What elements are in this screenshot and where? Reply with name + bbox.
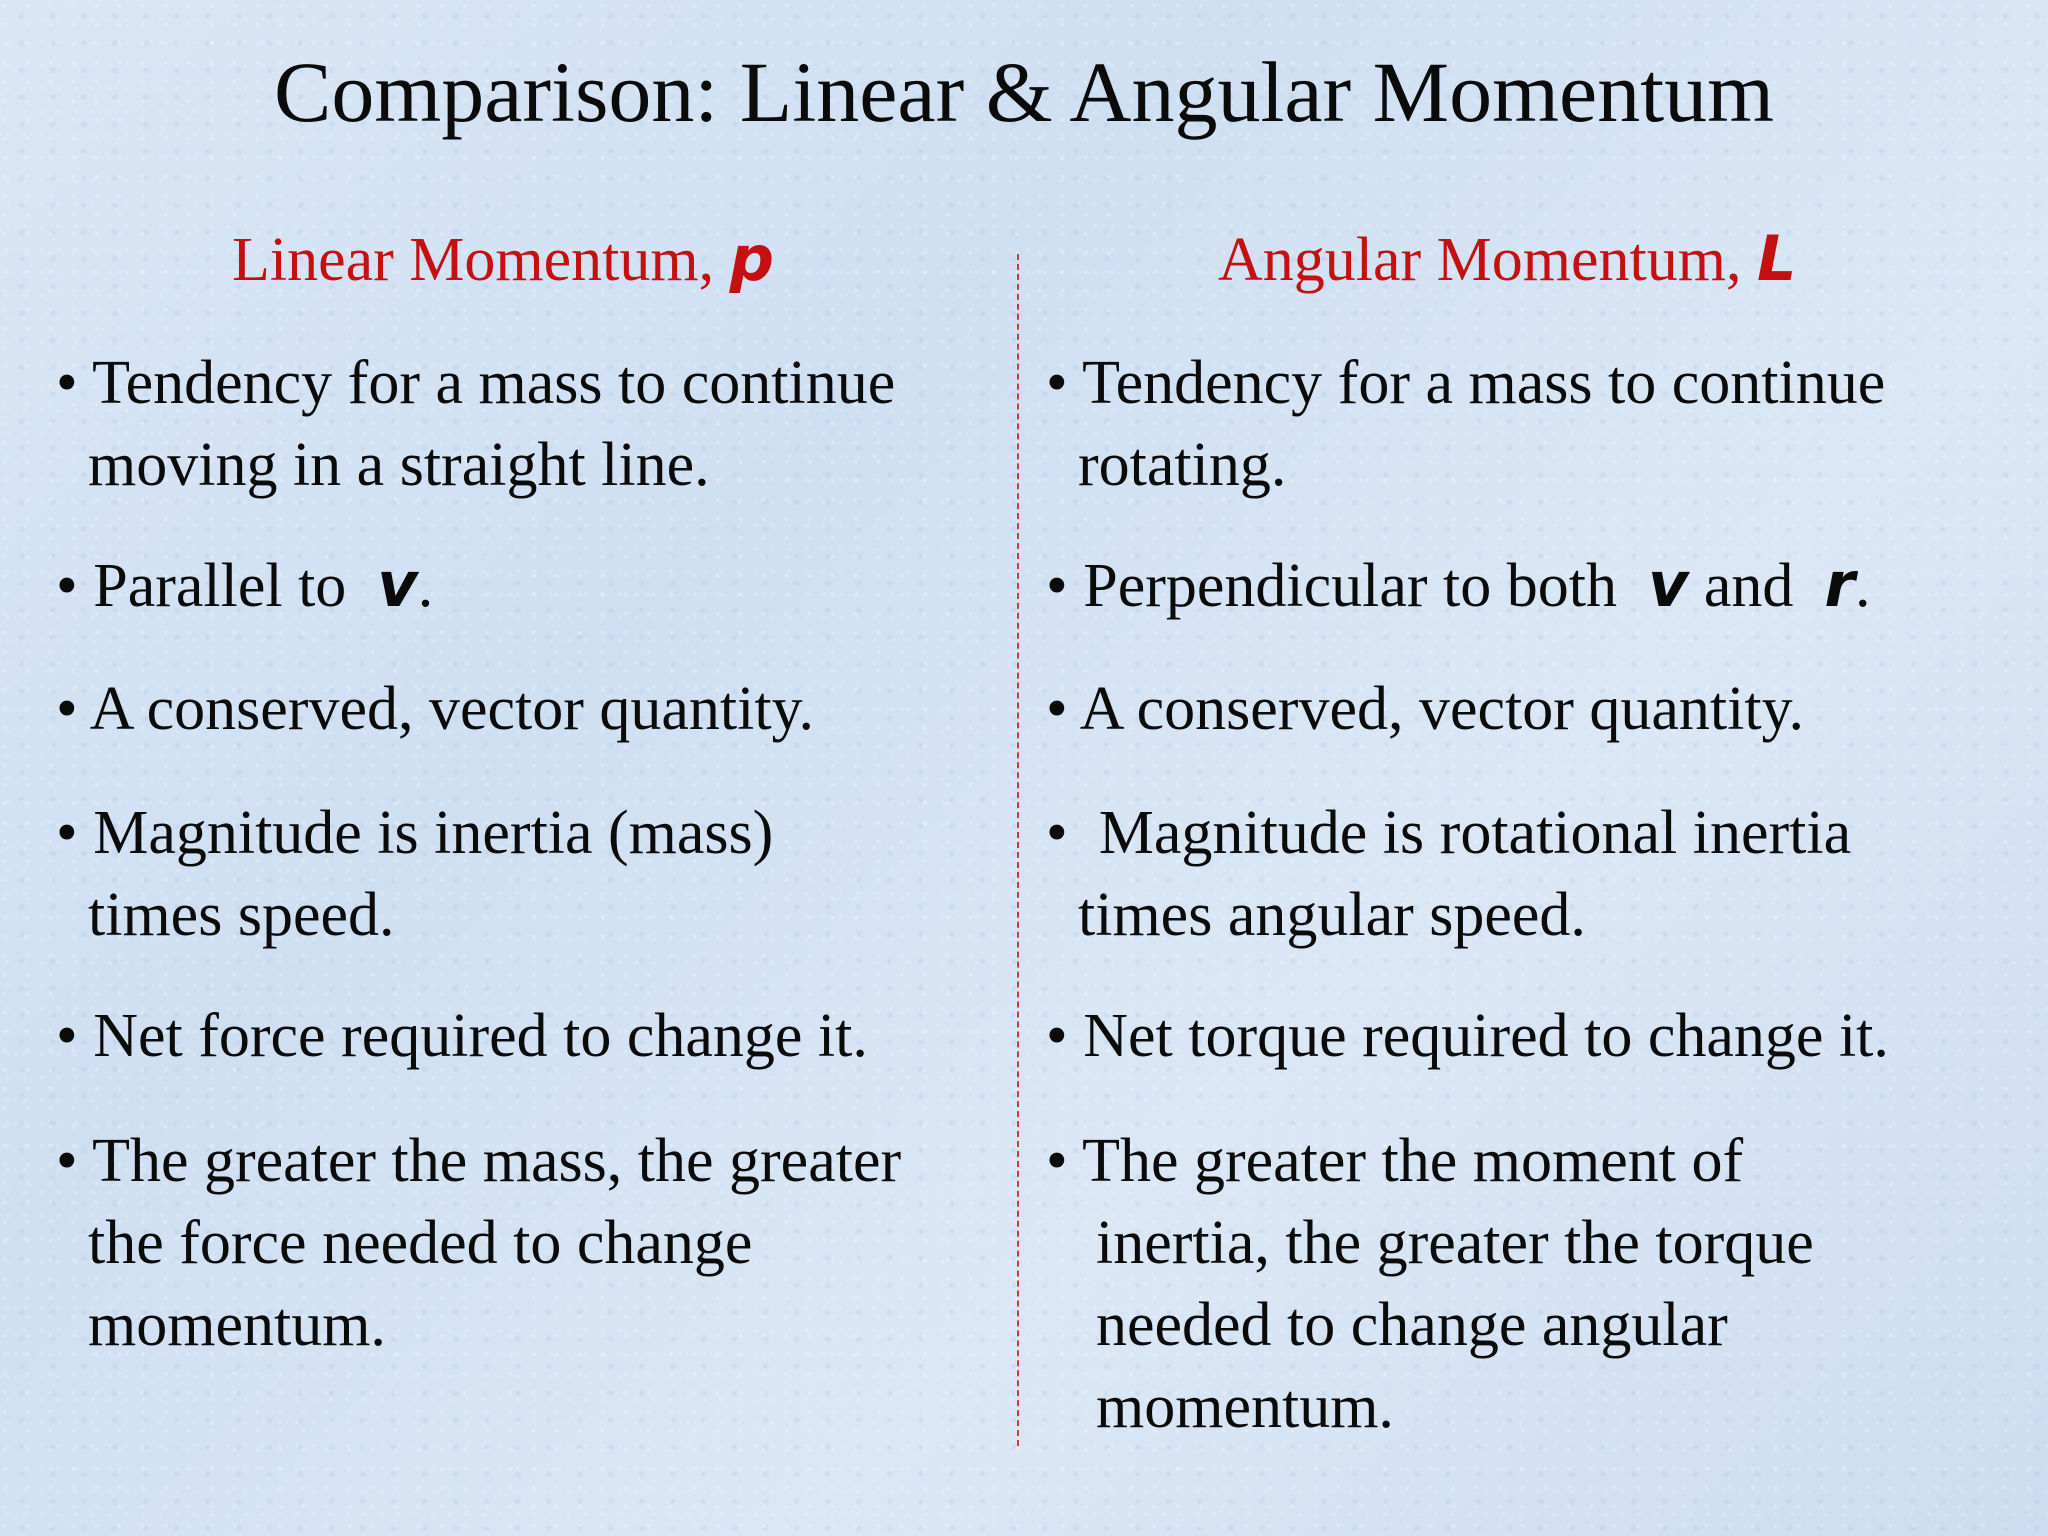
bullet-line: • Net torque required to change it. bbox=[1046, 1002, 1889, 1070]
bullet-line: needed to change angular bbox=[1096, 1291, 1728, 1359]
linear-bullet-direction bbox=[56, 544, 433, 627]
bullet-line: times angular speed. bbox=[1078, 881, 1586, 949]
bullet-text: • Perpendicular to both bbox=[1046, 552, 1648, 620]
bullet-line: times speed. bbox=[88, 881, 395, 949]
bullet-text: • Parallel to bbox=[56, 552, 378, 620]
angular-bullet-magnitude bbox=[1046, 792, 1851, 956]
bullet-line: the force needed to change bbox=[88, 1209, 753, 1277]
linear-bullet-greater-mass bbox=[56, 1120, 901, 1366]
linear-momentum-symbol: p bbox=[729, 222, 774, 295]
bullet-line: inertia, the greater the torque bbox=[1096, 1209, 1814, 1277]
linear-bullet-magnitude bbox=[56, 792, 773, 956]
linear-bullet-tendency bbox=[56, 342, 895, 506]
linear-bullet-net-force bbox=[56, 995, 868, 1077]
bullet-line: • Tendency for a mass to continue bbox=[1046, 349, 1886, 417]
linear-momentum-heading bbox=[232, 223, 774, 296]
angular-bullet-tendency bbox=[1046, 342, 1885, 506]
angular-momentum-heading-text: Angular Momentum, bbox=[1218, 226, 1757, 294]
bullet-line bbox=[56, 544, 433, 627]
bullet-text: . bbox=[417, 552, 434, 620]
linear-bullet-conserved bbox=[56, 668, 814, 750]
radius-symbol: r bbox=[1824, 548, 1855, 621]
bullet-line: • Magnitude is inertia (mass) bbox=[56, 799, 774, 867]
bullet-line: • Magnitude is rotational inertia bbox=[1046, 799, 1852, 867]
velocity-symbol: v bbox=[377, 548, 418, 621]
bullet-text: and bbox=[1688, 552, 1825, 620]
bullet-line bbox=[1046, 544, 1871, 627]
bullet-line: moving in a straight line. bbox=[88, 431, 710, 499]
bullet-line: • Net force required to change it. bbox=[56, 1002, 868, 1070]
linear-momentum-heading-text: Linear Momentum, bbox=[232, 226, 730, 294]
angular-momentum-heading bbox=[1218, 223, 1797, 296]
bullet-line: • Tendency for a mass to continue bbox=[56, 349, 896, 417]
bullet-line: • A conserved, vector quantity. bbox=[56, 675, 815, 743]
bullet-line: rotating. bbox=[1078, 431, 1287, 499]
bullet-line: • The greater the mass, the greater bbox=[56, 1127, 902, 1195]
bullet-text: . bbox=[1855, 552, 1871, 620]
bullet-line: momentum. bbox=[1096, 1373, 1394, 1441]
angular-bullet-conserved bbox=[1046, 668, 1804, 750]
column-divider bbox=[1017, 254, 1019, 1446]
angular-bullet-net-torque bbox=[1046, 995, 1889, 1077]
angular-momentum-symbol: L bbox=[1757, 222, 1797, 295]
bullet-line: • A conserved, vector quantity. bbox=[1046, 675, 1805, 743]
angular-bullet-direction bbox=[1046, 544, 1871, 627]
angular-bullet-moment-of-inertia bbox=[1046, 1120, 1814, 1448]
velocity-symbol: v bbox=[1647, 548, 1689, 621]
bullet-line: • The greater the moment of bbox=[1046, 1127, 1744, 1195]
bullet-line: momentum. bbox=[88, 1291, 386, 1359]
slide-title: Comparison: Linear & Angular Momentum bbox=[273, 44, 1774, 140]
